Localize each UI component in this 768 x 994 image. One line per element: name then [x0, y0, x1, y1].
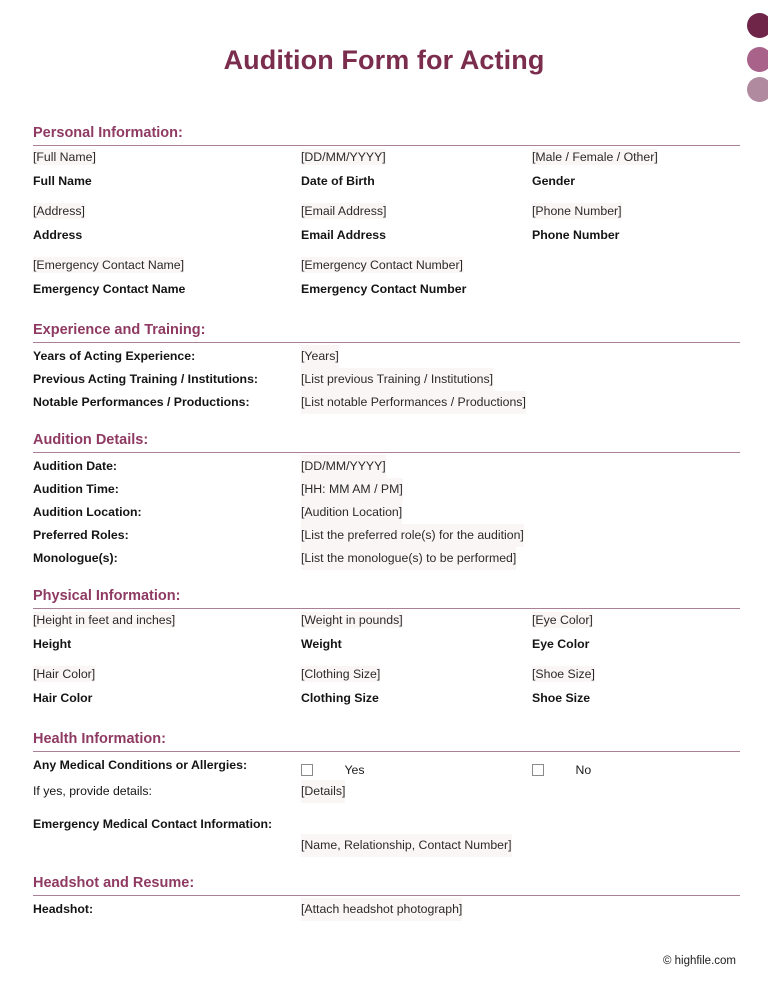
field-row: [33, 665, 740, 719]
field-label: Gender: [532, 174, 576, 188]
checkbox-option-no[interactable]: [532, 758, 591, 781]
field-medical-conditions: [33, 754, 740, 780]
field-placeholder: [Height in feet and inches]: [33, 613, 176, 627]
spacer: [33, 310, 740, 322]
field-label: Audition Location:: [33, 505, 142, 519]
field-notable-performances[interactable]: [33, 391, 740, 414]
section-heading-experience: Experience and Training:: [33, 322, 206, 338]
footer-credit: © highfile.com: [662, 955, 736, 967]
field-label: Phone Number: [532, 228, 620, 242]
field-label: Weight: [301, 637, 342, 651]
field-height[interactable]: [33, 611, 175, 652]
section-divider: [33, 608, 740, 609]
section-health-information: [33, 731, 740, 857]
field-placeholder: [Clothing Size]: [301, 667, 381, 681]
field-label: Emergency Contact Number: [301, 282, 467, 296]
field-label: Date of Birth: [301, 174, 375, 188]
section-divider: [33, 452, 740, 453]
field-placeholder: [Weight in pounds]: [301, 613, 403, 627]
field-placeholder: [Name, Relationship, Contact Number]: [301, 834, 512, 857]
field-preferred-roles[interactable]: [33, 524, 740, 547]
section-divider: [33, 751, 740, 752]
field-emergency-contact-name[interactable]: [33, 256, 185, 297]
field-placeholder: [Details]: [301, 780, 345, 803]
field-date-of-birth[interactable]: [301, 148, 386, 189]
field-gender[interactable]: [532, 148, 658, 189]
section-headshot-and-resume: [33, 875, 740, 921]
field-previous-acting-training[interactable]: [33, 368, 740, 391]
field-audition-time[interactable]: [33, 478, 740, 501]
field-label: Notable Performances / Productions:: [33, 395, 250, 409]
section-physical-information: [33, 588, 740, 719]
field-placeholder: [List the monologue(s) to be performed]: [301, 547, 516, 570]
field-label: If yes, provide details:: [33, 784, 152, 798]
field-eye-color[interactable]: [532, 611, 593, 652]
field-placeholder: [Address]: [33, 204, 85, 218]
field-placeholder: [Emergency Contact Number]: [301, 258, 463, 272]
field-placeholder: [Eye Color]: [532, 613, 593, 627]
section-experience-and-training: [33, 322, 740, 414]
field-placeholder: [Male / Female / Other]: [532, 150, 658, 164]
field-emergency-medical-contact[interactable]: [33, 815, 740, 857]
section-heading-headshot: Headshot and Resume:: [33, 875, 195, 891]
field-placeholder: [Phone Number]: [532, 204, 622, 218]
physical-fields-grid: [33, 611, 740, 719]
field-placeholder: [Attach headshot photograph]: [301, 898, 462, 921]
field-label: Any Medical Conditions or Allergies:: [33, 758, 248, 772]
field-headshot[interactable]: [33, 898, 740, 921]
section-heading-health: Health Information:: [33, 731, 166, 747]
checkbox-label: No: [575, 762, 592, 777]
field-shoe-size[interactable]: [532, 665, 595, 706]
headshot-rows: [33, 898, 740, 921]
field-weight[interactable]: [301, 611, 403, 652]
form-body: [33, 125, 740, 921]
field-placeholder: [Full Name]: [33, 150, 96, 164]
field-label: Headshot:: [33, 902, 94, 916]
field-placeholder: [List previous Training / Institutions]: [301, 368, 493, 391]
audition-rows: [33, 455, 740, 570]
spacer: [33, 803, 740, 815]
field-label: Emergency Medical Contact Information:: [33, 817, 273, 831]
field-label: Email Address: [301, 228, 386, 242]
field-phone-number[interactable]: [532, 202, 622, 243]
health-rows: [33, 754, 740, 857]
section-heading-personal: Personal Information:: [33, 125, 183, 141]
section-personal-information: [33, 125, 740, 310]
checkbox-icon[interactable]: [301, 764, 313, 776]
field-row: [33, 148, 740, 202]
field-placeholder: [Shoe Size]: [532, 667, 595, 681]
experience-rows: [33, 345, 740, 414]
field-hair-color[interactable]: [33, 665, 95, 706]
field-label: Full Name: [33, 174, 92, 188]
section-divider: [33, 342, 740, 343]
field-row: [33, 611, 740, 665]
personal-fields-grid: [33, 148, 740, 310]
field-label: Years of Acting Experience:: [33, 349, 196, 363]
field-label: Monologue(s):: [33, 551, 118, 565]
field-placeholder: [HH: MM AM / PM]: [301, 478, 403, 501]
field-label: Previous Acting Training / Institutions:: [33, 372, 259, 386]
section-audition-details: [33, 432, 740, 570]
field-label: Height: [33, 637, 72, 651]
spacer: [33, 857, 740, 875]
spacer: [33, 414, 740, 432]
field-emergency-contact-number[interactable]: [301, 256, 466, 297]
section-heading-physical: Physical Information:: [33, 588, 181, 604]
field-label: Emergency Contact Name: [33, 282, 186, 296]
checkbox-icon[interactable]: [532, 764, 544, 776]
field-label: Audition Time:: [33, 482, 119, 496]
field-placeholder: [DD/MM/YYYY]: [301, 150, 386, 164]
field-label: Preferred Roles:: [33, 528, 129, 542]
field-placeholder: [List the preferred role(s) for the audition]: [301, 524, 524, 547]
decorative-dot-dark: [747, 13, 768, 38]
field-placeholder: [Email Address]: [301, 204, 387, 218]
field-placeholder: [List notable Performances / Productions]: [301, 391, 526, 414]
field-monologues[interactable]: [33, 547, 740, 570]
field-audition-date[interactable]: [33, 455, 740, 478]
field-label: Shoe Size: [532, 691, 591, 705]
section-heading-audition: Audition Details:: [33, 432, 149, 448]
decorative-dot-light: [747, 77, 768, 102]
field-label: Hair Color: [33, 691, 93, 705]
spacer: [33, 570, 740, 588]
field-row: [33, 202, 740, 256]
checkbox-label: Yes: [344, 762, 365, 777]
field-row: [33, 256, 740, 310]
field-address[interactable]: [33, 202, 85, 243]
spacer: [33, 719, 740, 731]
field-placeholder: [Hair Color]: [33, 667, 96, 681]
field-medical-details[interactable]: [33, 780, 740, 803]
field-label: Address: [33, 228, 83, 242]
field-label: Audition Date:: [33, 459, 118, 473]
field-email-address[interactable]: [301, 202, 386, 243]
field-full-name[interactable]: [33, 148, 96, 189]
field-clothing-size[interactable]: [301, 665, 380, 706]
field-label: Clothing Size: [301, 691, 379, 705]
field-audition-location[interactable]: [33, 501, 740, 524]
field-placeholder: [Emergency Contact Name]: [33, 258, 185, 272]
field-placeholder: [Years]: [301, 345, 339, 368]
page-title: Audition Form for Acting: [223, 45, 545, 75]
field-years-of-acting-experience[interactable]: [33, 345, 740, 368]
section-divider: [33, 145, 740, 146]
checkbox-option-yes[interactable]: [301, 758, 365, 781]
section-divider: [33, 895, 740, 896]
field-placeholder: [DD/MM/YYYY]: [301, 455, 386, 478]
field-placeholder: [Audition Location]: [301, 501, 402, 524]
field-label: Eye Color: [532, 637, 590, 651]
